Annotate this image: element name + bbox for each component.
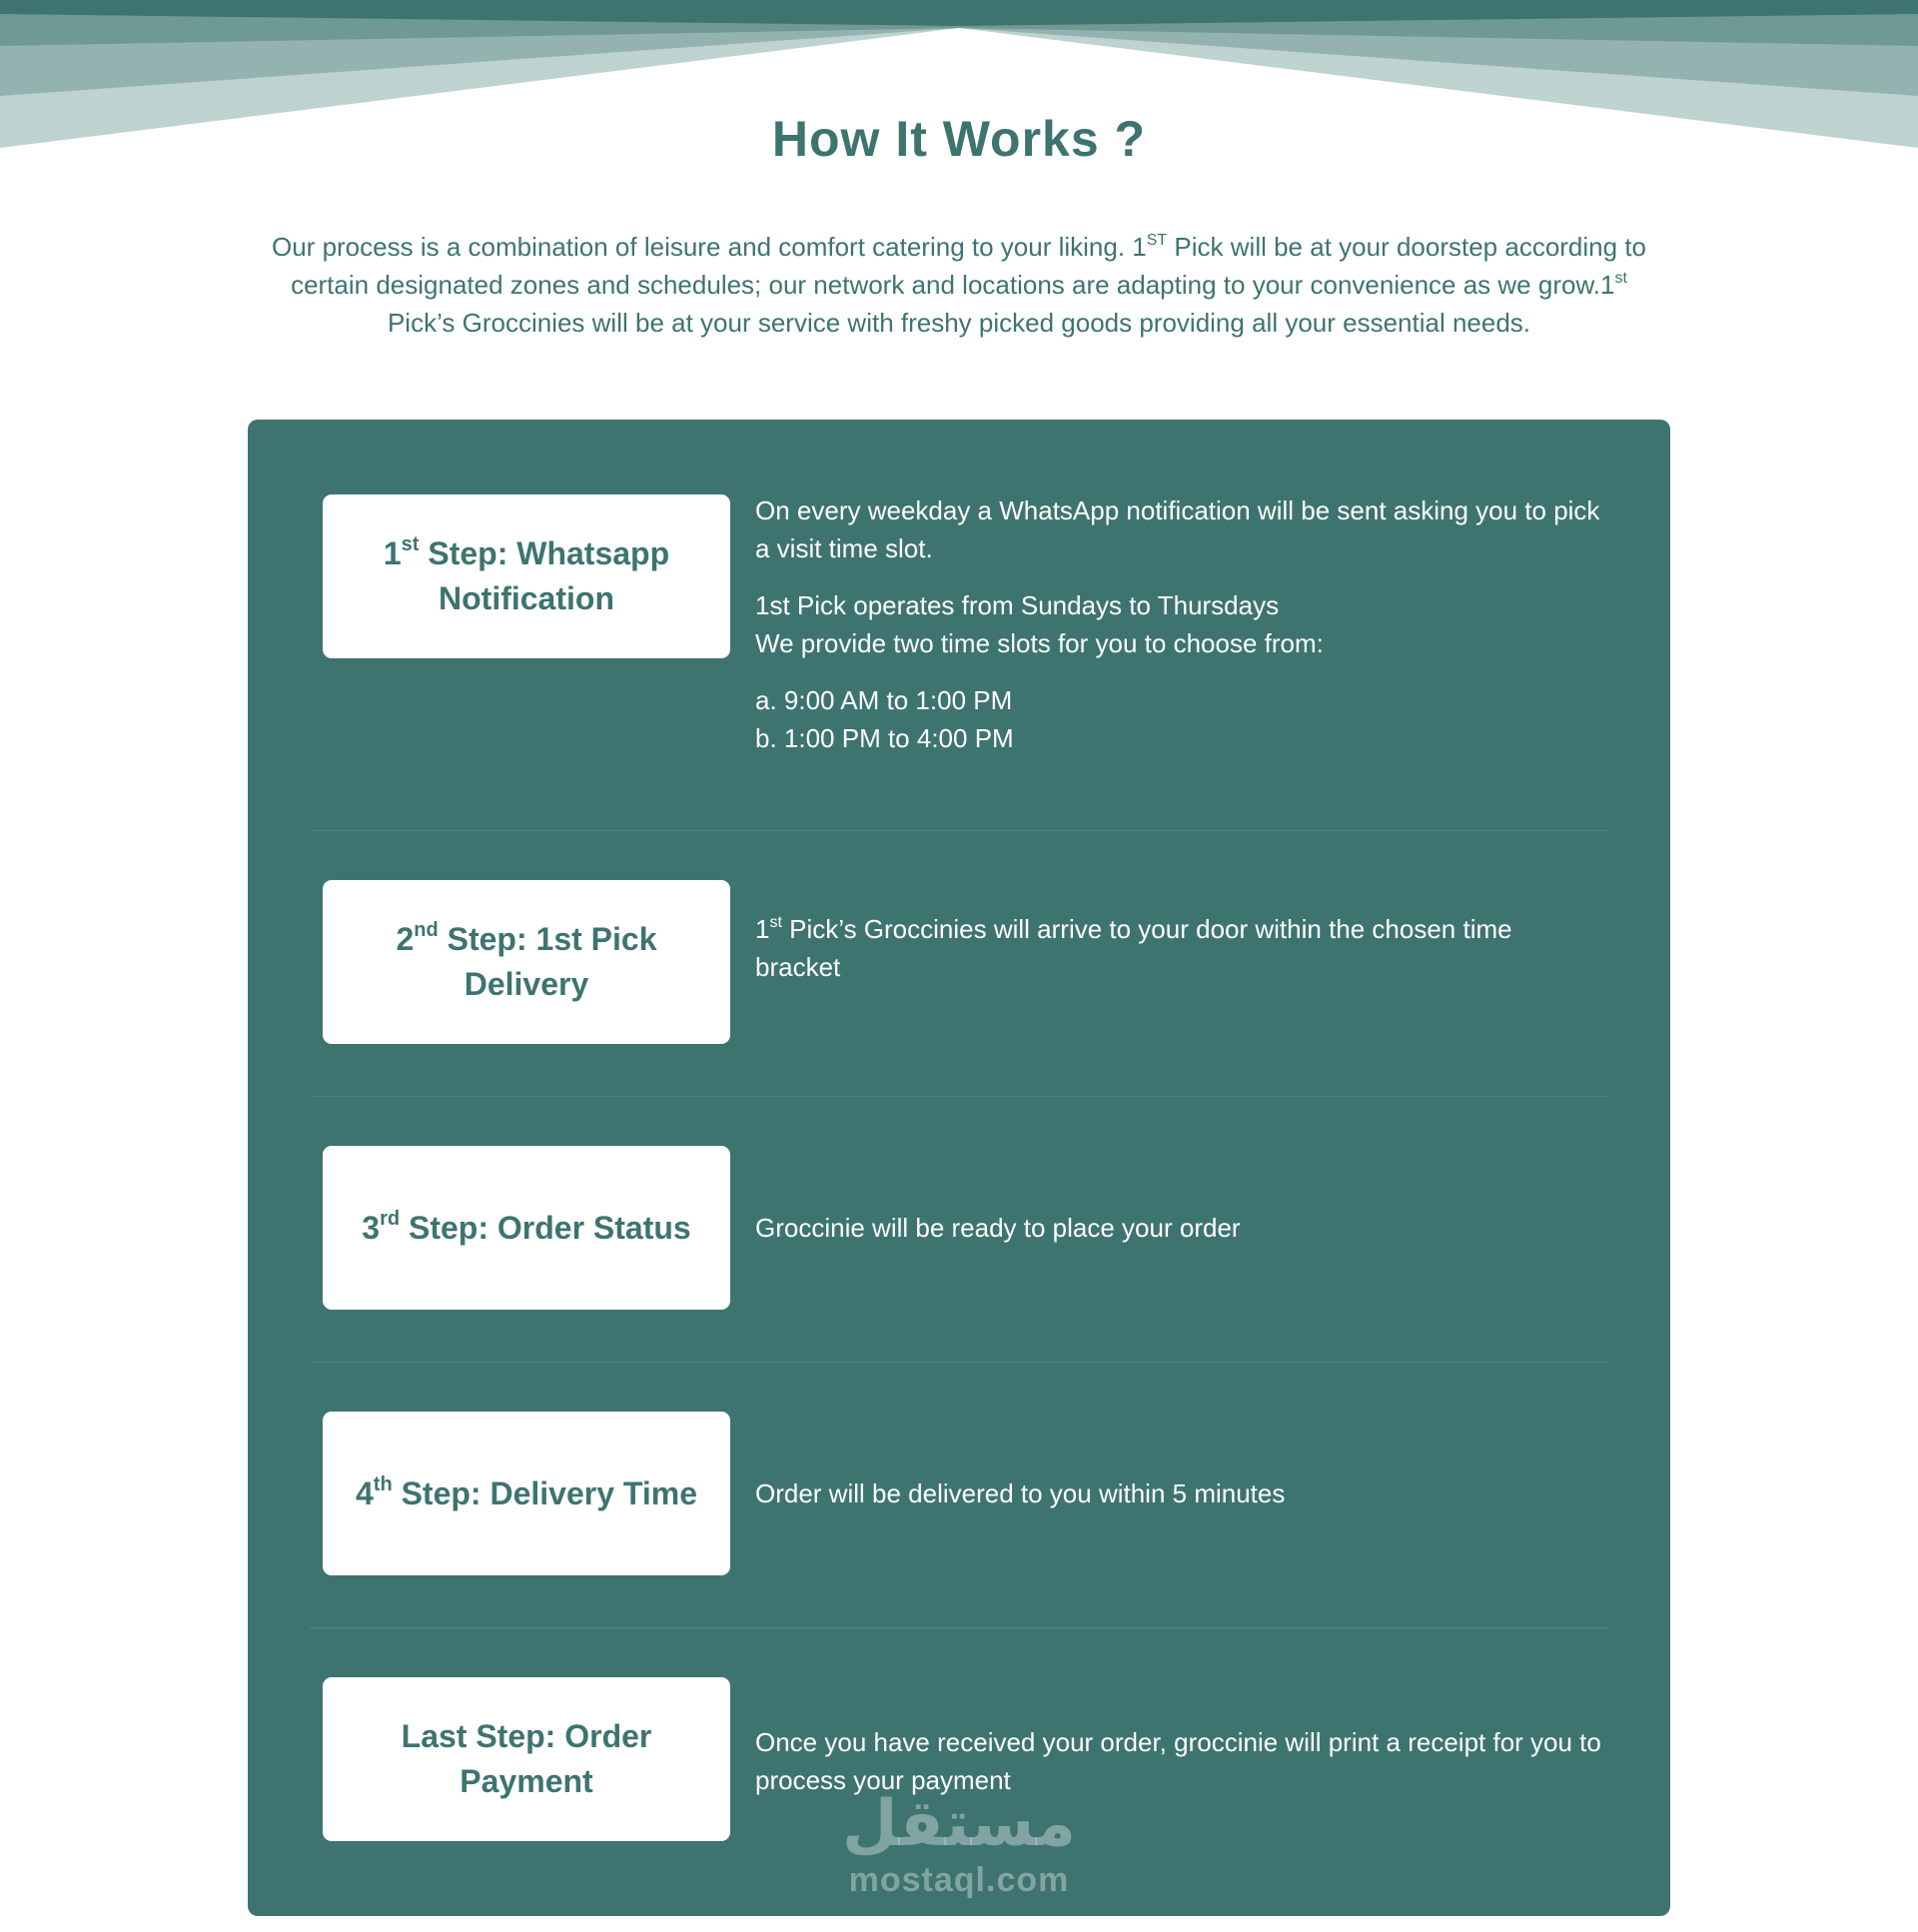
step-last-description: Once you have received your order, groccinie will print a receipt for you to process your payment: [755, 1727, 1601, 1795]
step-1-description: On every weekday a WhatsApp notification will be sent asking you to pick a visit time slot. 1st Pick operates from Sundays to Thursdays We provide two time slots for you to choose from: a. 9:00 AM to 1:00 PM b. 1:00 PM to 4:00 PM: [755, 495, 1600, 753]
step-last-card: [323, 1677, 730, 1841]
intro-paragraph: Our process is a combination of leisure and comfort catering to your liking. 1ST Pick will be at your doorstep according to certain designated zones and schedules; our network and locations are adapting to your convenience as we grow.1st Pick’s Groccinies will be at your service with freshy picked goods providing all your essential needs.: [272, 232, 1646, 338]
step-divider: [310, 1627, 1608, 1628]
step-4-heading: 4th Step: Delivery Time: [356, 1472, 697, 1511]
step-divider: [310, 1362, 1608, 1363]
step-2-card: [323, 880, 730, 1044]
watermark-arabic-text: مستقل: [841, 1787, 1077, 1861]
watermark-logo: [819, 1788, 1099, 1900]
step-3-card: [323, 1146, 730, 1310]
step-3-heading: 3rd Step: Order Status: [362, 1207, 691, 1246]
step-divider: [310, 1096, 1608, 1097]
step-3-description: Groccinie will be ready to place your order: [755, 1213, 1241, 1243]
page-title: How It Works ?: [771, 111, 1147, 167]
step-last-heading: Last Step: Order Payment: [401, 1718, 652, 1799]
step-1-heading: 1st Step: Whatsapp Notification: [383, 533, 670, 616]
step-2-heading: 2nd Step: 1st Pick Delivery: [396, 919, 657, 1002]
step-2-description: 1st Pick’s Groccinies will arrive to your door within the chosen time bracket: [755, 914, 1512, 982]
watermark-latin-text: mostaql.com: [848, 1861, 1070, 1899]
step-divider: [310, 830, 1608, 831]
step-1-card: [323, 494, 730, 658]
step-4-card: [323, 1412, 730, 1575]
step-4-description: Order will be delivered to you within 5 minutes: [755, 1478, 1286, 1508]
steps-panel: [248, 420, 1670, 1916]
